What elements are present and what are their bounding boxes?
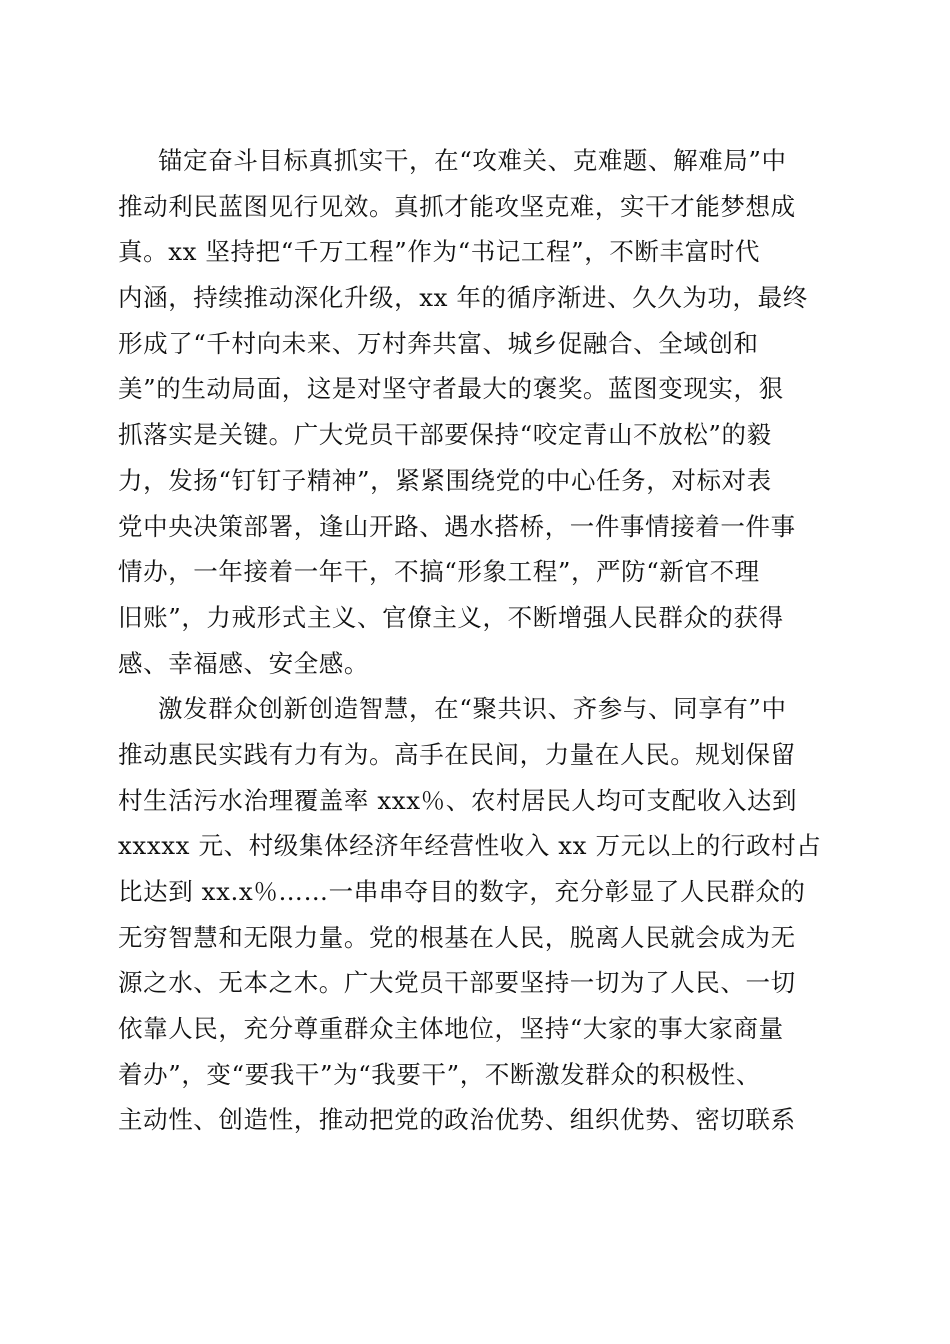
paragraph-2 <box>118 686 838 1143</box>
text-line: 源之水、无本之木。广大党员干部要坚持一切为了人民、一切 <box>118 968 796 998</box>
text-line: 比达到 xx.x％……一串串夺目的数字，充分彰显了人民群众的 <box>118 877 806 906</box>
text-line: 锚定奋斗目标真抓实干，在“攻难关、克难题、解难局”中 <box>158 146 787 175</box>
paragraph-1 <box>118 138 838 686</box>
text-line: 主动性、创造性，推动把党的政治优势、组织优势、密切联系 <box>118 1105 796 1135</box>
text-line: 着办”，变“要我干”为“我要干”，不断激发群众的积极性、 <box>118 1059 761 1089</box>
text-line: 依靠人民，充分尊重群众主体地位，坚持“大家的事大家商量 <box>118 1014 784 1044</box>
text-line: 无穷智慧和无限力量。党的根基在人民，脱离人民就会成为无 <box>118 922 796 952</box>
text-line: 抓落实是关键。广大党员干部要保持“咬定青山不放松”的毅 <box>118 420 772 450</box>
body-text <box>118 138 838 1143</box>
text-line: 党中央决策部署，逢山开路、遇水搭桥，一件事情接着一件事 <box>118 511 796 541</box>
text-line: 推动惠民实践有力有为。高手在民间，力量在人民。规划保留 <box>118 739 796 769</box>
text-line: 形成了“千村向未来、万村奔共富、城乡促融合、全域创和 <box>118 328 759 358</box>
text-line: xxxxx 元、村级集体经济年经营性收入 xx 万元以上的行政村占 <box>118 831 822 861</box>
text-line: 力，发扬“钉钉子精神”，紧紧围绕党的中心任务，对标对表 <box>118 465 772 495</box>
text-line: 美”的生动局面，这是对坚守者最大的褒奖。蓝图变现实，狠 <box>118 374 784 404</box>
text-line: 内涵，持续推动深化升级，xx 年的循序渐进、久久为功，最终 <box>118 283 808 313</box>
text-line: 村生活污水治理覆盖率 xxx％、农村居民人均可支配收入达到 <box>118 785 798 815</box>
text-line: 激发群众创新创造智慧，在“聚共识、齐参与、同享有”中 <box>158 694 787 724</box>
text-line: 感、幸福感、安全感。 <box>118 648 369 678</box>
text-line: 旧账”，力戒形式主义、官僚主义，不断增强人民群众的获得 <box>118 602 784 632</box>
text-line: 推动利民蓝图见行见效。真抓才能攻坚克难，实干才能梦想成 <box>118 191 796 221</box>
text-line: 情办，一年接着一年干，不搞“形象工程”，严防“新官不理 <box>118 557 760 587</box>
text-line: 真。xx 坚持把“千万工程”作为“书记工程”，不断丰富时代 <box>118 237 760 267</box>
